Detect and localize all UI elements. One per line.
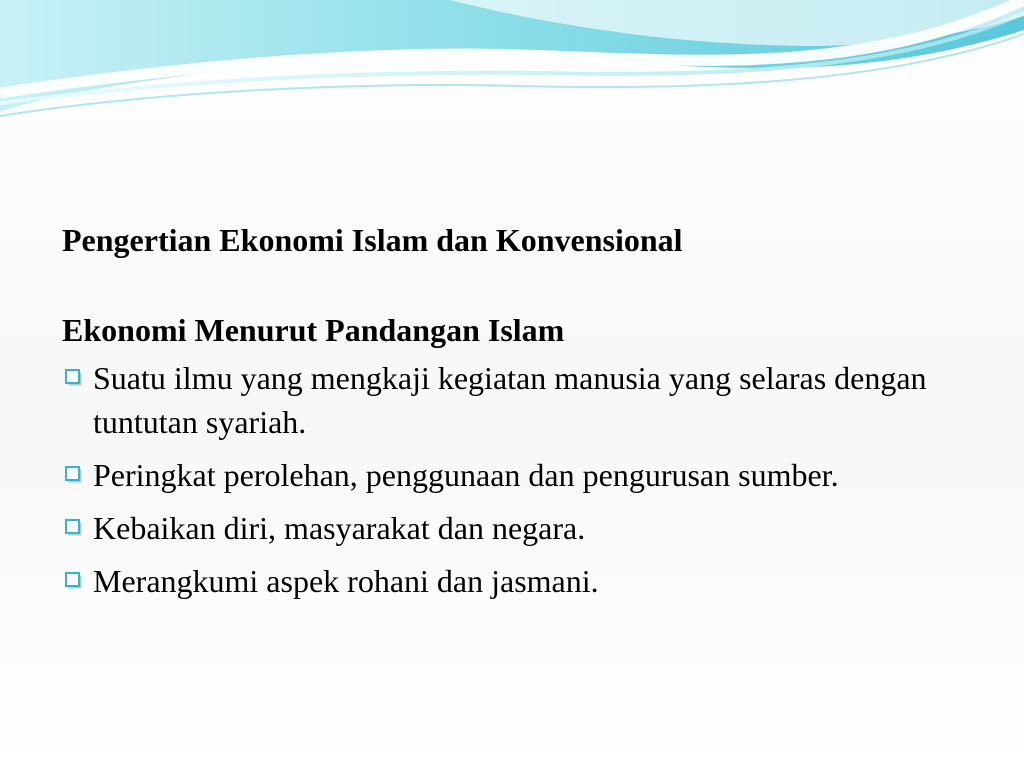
- checkbox-icon: [65, 519, 83, 537]
- bullet-text: Peringkat perolehan, penggunaan dan pengurusan sumber.: [93, 457, 839, 493]
- checkbox-icon: [65, 466, 83, 484]
- slide-title: Pengertian Ekonomi Islam dan Konvensional: [62, 222, 683, 258]
- slide-content: [62, 220, 962, 612]
- bullet-item: [62, 506, 962, 550]
- bullet-item: [62, 356, 962, 444]
- top-wave-decoration: [0, 0, 1024, 130]
- checkbox-icon: [65, 572, 83, 590]
- bullet-list: [62, 356, 962, 603]
- bullet-text: Suatu ilmu yang mengkaji kegiatan manusia yang selaras dengan tuntutan syariah.: [93, 360, 927, 440]
- bullet-item: [62, 453, 962, 497]
- bullet-text: Kebaikan diri, masyarakat dan negara.: [93, 510, 586, 546]
- bullet-item: [62, 559, 962, 603]
- section-heading: Ekonomi Menurut Pandangan Islam: [62, 312, 565, 348]
- bullet-text: Merangkumi aspek rohani dan jasmani.: [93, 563, 599, 599]
- checkbox-icon: [65, 369, 83, 387]
